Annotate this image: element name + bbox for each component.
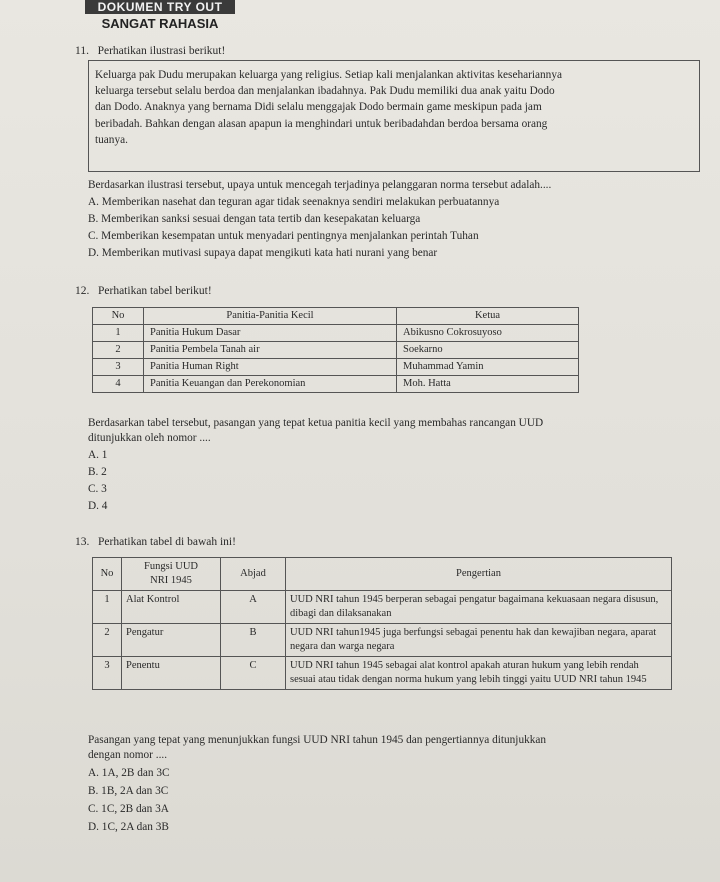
table-cell: Muhammad Yamin — [397, 359, 579, 376]
table-header-cell: Ketua — [397, 308, 579, 325]
option-c[interactable]: C. 3 — [88, 483, 107, 495]
question-number: 12. — [75, 285, 90, 297]
illustration-line: dan Dodo. Anaknya yang bernama Didi selalu menggajak Dodo bermain game meskipun pada jam — [95, 101, 542, 114]
table-header-cell: Abjad — [221, 558, 286, 591]
table-cell: 2 — [93, 342, 144, 359]
table-cell: 3 — [93, 359, 144, 376]
table-header-cell: Fungsi UUD NRI 1945 — [122, 558, 221, 591]
option-a[interactable]: A. 1A, 2B dan 3C — [88, 767, 170, 779]
table-cell: UUD NRI tahun 1945 sebagai alat kontrol apakah aturan hukum yang lebih rendah sesuai atau tidak dengan norma hukum yang lebih tinggi yaitu UUD NRI tahun 1945 — [286, 657, 672, 690]
question-intro: Perhatikan tabel berikut! — [98, 285, 212, 297]
question-13-intro — [75, 535, 236, 550]
question-12-intro — [75, 284, 212, 299]
table-cell: Penentu — [122, 657, 221, 690]
question-13-stem-line: dengan nomor .... — [88, 749, 168, 761]
table-cell: C — [221, 657, 286, 690]
table-row — [93, 342, 579, 359]
table-cell: UUD NRI tahun 1945 berperan sebagai pengatur bagaimana kekuasaan negara disusun, dibagi dan dilaksanakan — [286, 591, 672, 624]
table-header-cell: No — [93, 558, 122, 591]
table-cell: Moh. Hatta — [397, 376, 579, 393]
question-intro: Perhatikan tabel di bawah ini! — [98, 536, 236, 548]
table-cell: Alat Kontrol — [122, 591, 221, 624]
table-row — [93, 359, 579, 376]
illustration-line: tuanya. — [95, 133, 128, 146]
table-cell: Panitia Human Right — [144, 359, 397, 376]
illustration-line: beribadah. Bahkan dengan alasan apapun ia menghindari untuk beribadahdan berdoa bersama orang — [95, 117, 548, 130]
table-cell: Soekarno — [397, 342, 579, 359]
question-12-stem-line: ditunjukkan oleh nomor .... — [88, 432, 211, 444]
question-intro: Perhatikan ilustrasi berikut! — [97, 45, 226, 57]
question-11-intro — [75, 44, 225, 59]
illustration-line: keluarga tersebut selalu berdoa dan menjalankan ibadahnya. Pak Dudu memiliki dua anak yaitu Dodo — [95, 85, 555, 98]
option-a[interactable]: A. Memberikan nasehat dan teguran agar tidak seenaknya sendiri melakukan perbuatannya — [88, 196, 500, 208]
classification-label: SANGAT RAHASIA — [101, 16, 219, 31]
illustration-line: Keluarga pak Dudu merupakan keluarga yang religius. Setiap kali menjalankan aktivitas kesehariannya — [95, 69, 562, 81]
table-cell: Panitia Pembela Tanah air — [144, 342, 397, 359]
question-13-stem-line: Pasangan yang tepat yang menunjukkan fungsi UUD NRI tahun 1945 dan pengertiannya ditunjukkan — [88, 734, 547, 746]
table-cell: Pengatur — [122, 624, 221, 657]
option-c[interactable]: C. 1C, 2B dan 3A — [88, 803, 169, 815]
committee-table — [92, 307, 579, 393]
question-number: 13. — [75, 536, 90, 548]
table-cell: Panitia Keuangan dan Perekonomian — [144, 376, 397, 393]
table-cell: Panitia Hukum Dasar — [144, 325, 397, 342]
table-cell: 1 — [93, 325, 144, 342]
option-b[interactable]: B. 2 — [88, 466, 107, 478]
option-a[interactable]: A. 1 — [88, 449, 108, 461]
table-cell: UUD NRI tahun1945 juga berfungsi sebagai penentu hak dan kewajiban negara, aparat negara dan warga negara — [286, 624, 672, 657]
option-d[interactable]: D. 1C, 2A dan 3B — [88, 821, 169, 833]
table-cell: Abikusno Cokrosuyoso — [397, 325, 579, 342]
table-cell: 1 — [93, 591, 122, 624]
uud-function-table — [92, 557, 672, 690]
table-header-cell: No — [93, 308, 144, 325]
table-row — [93, 376, 579, 393]
table-header-cell: Pengertian — [286, 558, 672, 591]
option-d[interactable]: D. Memberikan mutivasi supaya dapat mengikuti kata hati nurani yang benar — [88, 247, 438, 259]
table-row — [93, 624, 672, 657]
option-b[interactable]: B. Memberikan sanksi sesuai dengan tata tertib dan kesepakatan keluarga — [88, 213, 421, 225]
illustration-box — [88, 60, 700, 172]
question-12-stem-line: Berdasarkan tabel tersebut, pasangan yang tepat ketua panitia kecil yang membahas rancangan UUD — [88, 417, 544, 429]
question-11-stem: Berdasarkan ilustrasi tersebut, upaya untuk mencegah terjadinya pelanggaran norma tersebut adalah.... — [88, 179, 552, 191]
table-cell: 2 — [93, 624, 122, 657]
option-c[interactable]: C. Memberikan kesempatan untuk menyadari pentingnya menjalankan perintah Tuhan — [88, 230, 479, 242]
table-row — [93, 325, 579, 342]
table-cell: B — [221, 624, 286, 657]
table-cell: A — [221, 591, 286, 624]
document-title: DOKUMEN TRY OUT — [85, 0, 235, 14]
table-cell: 4 — [93, 376, 144, 393]
option-d[interactable]: D. 4 — [88, 500, 108, 512]
question-number: 11. — [75, 45, 89, 57]
table-row — [93, 657, 672, 690]
table-cell: 3 — [93, 657, 122, 690]
table-header-cell: Panitia-Panitia Kecil — [144, 308, 397, 325]
table-row — [93, 591, 672, 624]
option-b[interactable]: B. 1B, 2A dan 3C — [88, 785, 169, 797]
